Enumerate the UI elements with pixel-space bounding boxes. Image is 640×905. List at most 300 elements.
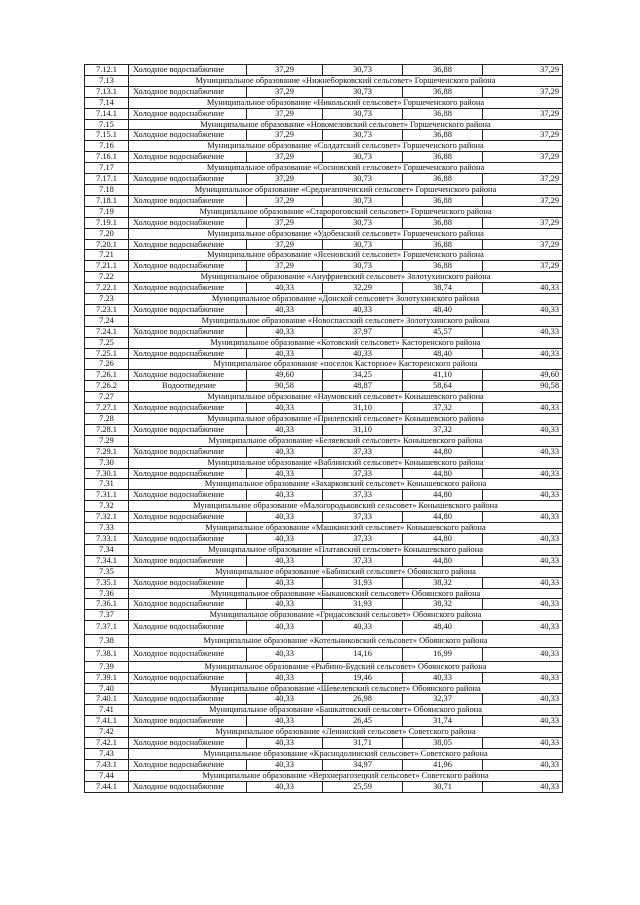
row-number: 7.42 xyxy=(85,727,129,738)
row-number: 7.31 xyxy=(85,479,129,490)
row-number: 7.12.1 xyxy=(85,65,129,76)
row-number: 7.34.1 xyxy=(85,555,129,566)
tariff-value-2: 26,98 xyxy=(323,694,403,705)
row-number: 7.13.1 xyxy=(85,86,129,97)
row-number: 7.29.1 xyxy=(85,446,129,457)
row-number: 7.25.1 xyxy=(85,348,129,359)
tariff-value-3: 48,40 xyxy=(403,621,483,635)
municipality-header-row xyxy=(85,566,563,577)
tariff-value-3: 44,80 xyxy=(403,533,483,544)
municipality-header-row xyxy=(85,97,563,108)
tariff-value-3: 48,40 xyxy=(403,304,483,315)
municipality-header-row xyxy=(85,294,563,305)
row-number: 7.30.1 xyxy=(85,468,129,479)
tariff-value-4: 37,29 xyxy=(483,152,563,163)
service-name: Холодное водоснабжение xyxy=(129,468,247,479)
tariff-row xyxy=(85,381,563,392)
tariff-value-3: 44,80 xyxy=(403,555,483,566)
tariff-value-3: 44,80 xyxy=(403,512,483,523)
tariff-row xyxy=(85,446,563,457)
tariff-value-1: 37,29 xyxy=(247,65,323,76)
municipality-header-row xyxy=(85,141,563,152)
tariff-value-2: 31,10 xyxy=(323,424,403,435)
municipality-name: Муниципальное образование «Рыбино-Будский сельсовет» Обоянского района xyxy=(129,661,563,672)
tariff-row xyxy=(85,239,563,250)
service-name: Холодное водоснабжение xyxy=(129,716,247,727)
tariff-value-3: 44,80 xyxy=(403,468,483,479)
tariff-value-1: 40,33 xyxy=(247,672,323,683)
tariff-value-2: 30,73 xyxy=(323,217,403,228)
row-number: 7.19.1 xyxy=(85,217,129,228)
tariff-value-1: 40,33 xyxy=(247,577,323,588)
tariff-value-2: 32,29 xyxy=(323,283,403,294)
tariff-value-2: 30,73 xyxy=(323,152,403,163)
row-number: 7.36.1 xyxy=(85,599,129,610)
tariff-value-3: 31,74 xyxy=(403,716,483,727)
service-name: Холодное водоснабжение xyxy=(129,108,247,119)
tariff-value-4: 37,29 xyxy=(483,86,563,97)
municipality-name: Муниципальное образование «Удобенский сельсовет» Горшеченского района xyxy=(129,228,563,239)
row-number: 7.16.1 xyxy=(85,152,129,163)
tariff-row xyxy=(85,217,563,228)
tariff-row xyxy=(85,599,563,610)
municipality-name: Муниципальное образование «поселок Касторное» Касторенского района xyxy=(129,359,563,370)
row-number: 7.26 xyxy=(85,359,129,370)
service-name: Холодное водоснабжение xyxy=(129,648,247,662)
tariff-value-1: 40,33 xyxy=(247,694,323,705)
municipality-header-row xyxy=(85,727,563,738)
tariff-value-1: 40,33 xyxy=(247,403,323,414)
tariff-value-4: 40,33 xyxy=(483,468,563,479)
municipality-name: Муниципальное образование «Гридасовский сельсовет» Обоянского района xyxy=(129,610,563,621)
service-name: Холодное водоснабжение xyxy=(129,738,247,749)
tariff-value-1: 37,29 xyxy=(247,174,323,185)
tariff-value-3: 45,57 xyxy=(403,326,483,337)
tariff-value-1: 40,33 xyxy=(247,738,323,749)
tariff-row xyxy=(85,533,563,544)
row-number: 7.19 xyxy=(85,206,129,217)
tariff-value-3: 36,88 xyxy=(403,86,483,97)
row-number: 7.32 xyxy=(85,501,129,512)
municipality-header-row xyxy=(85,748,563,759)
row-number: 7.43 xyxy=(85,748,129,759)
tariff-value-2: 40,33 xyxy=(323,348,403,359)
municipality-name: Муниципальное образование «Среднеапоченский сельсовет» Горшеченского района xyxy=(129,184,563,195)
municipality-name: Муниципальное образование «Краснодолинский сельсовет» Советского района xyxy=(129,748,563,759)
tariff-value-3: 44,80 xyxy=(403,490,483,501)
municipality-name: Муниципальное образование «Шевелевский сельсовет» Обоянского района xyxy=(129,683,563,694)
tariff-value-4: 40,33 xyxy=(483,621,563,635)
tariff-value-1: 37,29 xyxy=(247,152,323,163)
tariff-row xyxy=(85,648,563,662)
tariff-value-1: 37,29 xyxy=(247,261,323,272)
municipality-header-row xyxy=(85,163,563,174)
municipality-header-row xyxy=(85,544,563,555)
row-number: 7.40.1 xyxy=(85,694,129,705)
tariff-value-1: 40,33 xyxy=(247,716,323,727)
tariff-row xyxy=(85,512,563,523)
row-number: 7.31.1 xyxy=(85,490,129,501)
tariff-value-3: 36,88 xyxy=(403,261,483,272)
tariff-value-2: 31,71 xyxy=(323,738,403,749)
tariff-row xyxy=(85,108,563,119)
row-number: 7.17 xyxy=(85,163,129,174)
row-number: 7.34 xyxy=(85,544,129,555)
tariff-value-2: 37,33 xyxy=(323,512,403,523)
row-number: 7.24.1 xyxy=(85,326,129,337)
tariff-value-2: 40,33 xyxy=(323,621,403,635)
tariff-value-4: 40,33 xyxy=(483,648,563,662)
service-name: Холодное водоснабжение xyxy=(129,403,247,414)
municipality-name: Муниципальное образование «Верхнерагозецкий сельсовет» Советского района xyxy=(129,770,563,781)
municipality-name: Муниципальное образование «Сосновский сельсовет» Горшеченского района xyxy=(129,163,563,174)
tariff-value-4: 37,29 xyxy=(483,108,563,119)
row-number: 7.28 xyxy=(85,414,129,425)
tariff-value-2: 37,33 xyxy=(323,490,403,501)
row-number: 7.27.1 xyxy=(85,403,129,414)
tariff-value-2: 31,93 xyxy=(323,599,403,610)
tariff-row xyxy=(85,152,563,163)
row-number: 7.42.1 xyxy=(85,738,129,749)
municipality-name: Муниципальное образование «Ануфриевский сельсовет» Золотухинского района xyxy=(129,272,563,283)
tariff-value-4: 37,29 xyxy=(483,261,563,272)
tariff-value-2: 26,45 xyxy=(323,716,403,727)
tariff-value-4: 40,33 xyxy=(483,424,563,435)
tariff-value-4: 37,29 xyxy=(483,239,563,250)
row-number: 7.22 xyxy=(85,272,129,283)
tariff-value-4: 40,33 xyxy=(483,304,563,315)
tariff-value-3: 36,88 xyxy=(403,195,483,206)
service-name: Холодное водоснабжение xyxy=(129,261,247,272)
row-number: 7.21 xyxy=(85,250,129,261)
tariff-row xyxy=(85,577,563,588)
tariff-row xyxy=(85,621,563,635)
row-number: 7.15 xyxy=(85,119,129,130)
service-name: Холодное водоснабжение xyxy=(129,65,247,76)
row-number: 7.40 xyxy=(85,683,129,694)
tariff-value-3: 37,32 xyxy=(403,424,483,435)
tariff-value-2: 37,33 xyxy=(323,533,403,544)
tariff-value-2: 31,93 xyxy=(323,577,403,588)
tariff-value-4: 40,33 xyxy=(483,403,563,414)
service-name: Холодное водоснабжение xyxy=(129,239,247,250)
tariff-value-4: 40,33 xyxy=(483,716,563,727)
tariff-table xyxy=(84,64,563,793)
tariff-value-4: 90,58 xyxy=(483,381,563,392)
row-number: 7.24 xyxy=(85,315,129,326)
tariff-value-4: 37,29 xyxy=(483,174,563,185)
tariff-value-1: 40,33 xyxy=(247,648,323,662)
row-number: 7.41 xyxy=(85,705,129,716)
row-number: 7.20 xyxy=(85,228,129,239)
tariff-value-3: 16,99 xyxy=(403,648,483,662)
service-name: Холодное водоснабжение xyxy=(129,621,247,635)
row-number: 7.18.1 xyxy=(85,195,129,206)
tariff-row xyxy=(85,468,563,479)
tariff-value-3: 41,10 xyxy=(403,370,483,381)
municipality-header-row xyxy=(85,119,563,130)
tariff-value-4: 40,33 xyxy=(483,555,563,566)
tariff-row xyxy=(85,694,563,705)
row-number: 7.20.1 xyxy=(85,239,129,250)
row-number: 7.27 xyxy=(85,392,129,403)
tariff-value-1: 40,33 xyxy=(247,555,323,566)
row-number: 7.26.1 xyxy=(85,370,129,381)
tariff-value-3: 36,88 xyxy=(403,130,483,141)
tariff-value-3: 48,40 xyxy=(403,348,483,359)
row-number: 7.16 xyxy=(85,141,129,152)
tariff-value-3: 44,80 xyxy=(403,446,483,457)
tariff-value-1: 90,58 xyxy=(247,381,323,392)
municipality-name: Муниципальное образование «Быкановский сельсовет» Обоянского района xyxy=(129,588,563,599)
municipality-name: Муниципальное образование «Машкинский сельсовет» Конышевского района xyxy=(129,523,563,534)
service-name: Холодное водоснабжение xyxy=(129,217,247,228)
municipality-header-row xyxy=(85,661,563,672)
tariff-value-1: 37,29 xyxy=(247,86,323,97)
tariff-value-4: 40,33 xyxy=(483,512,563,523)
service-name: Холодное водоснабжение xyxy=(129,370,247,381)
service-name: Холодное водоснабжение xyxy=(129,446,247,457)
service-name: Холодное водоснабжение xyxy=(129,152,247,163)
municipality-name: Муниципальное образование «Башкатовский сельсовет» Обоянского района xyxy=(129,705,563,716)
row-number: 7.37 xyxy=(85,610,129,621)
row-number: 7.15.1 xyxy=(85,130,129,141)
tariff-value-2: 30,73 xyxy=(323,195,403,206)
service-name: Холодное водоснабжение xyxy=(129,174,247,185)
tariff-value-1: 40,33 xyxy=(247,533,323,544)
row-number: 7.33 xyxy=(85,523,129,534)
row-number: 7.26.2 xyxy=(85,381,129,392)
row-number: 7.21.1 xyxy=(85,261,129,272)
tariff-value-4: 37,29 xyxy=(483,217,563,228)
municipality-name: Муниципальное образование «Захарковский сельсовет» Конышевского района xyxy=(129,479,563,490)
municipality-name: Муниципальное образование «Прилепский сельсовет» Конышевского района xyxy=(129,414,563,425)
tariff-value-1: 40,33 xyxy=(247,446,323,457)
service-name: Холодное водоснабжение xyxy=(129,577,247,588)
municipality-name: Муниципальное образование «Нижнеборковский сельсовет» Горшеченского района xyxy=(129,75,563,86)
tariff-row xyxy=(85,738,563,749)
tariff-value-3: 36,88 xyxy=(403,239,483,250)
row-number: 7.14.1 xyxy=(85,108,129,119)
row-number: 7.44.1 xyxy=(85,781,129,792)
tariff-value-1: 37,29 xyxy=(247,108,323,119)
tariff-value-1: 37,29 xyxy=(247,239,323,250)
tariff-row xyxy=(85,174,563,185)
municipality-header-row xyxy=(85,588,563,599)
tariff-value-2: 31,10 xyxy=(323,403,403,414)
municipality-header-row xyxy=(85,610,563,621)
tariff-row xyxy=(85,716,563,727)
municipality-header-row xyxy=(85,337,563,348)
row-number: 7.39.1 xyxy=(85,672,129,683)
municipality-name: Муниципальное образование «Солдатский сельсовет» Горшеченского района xyxy=(129,141,563,152)
municipality-name: Муниципальное образование «Старороговский сельсовет» Горшеченского района xyxy=(129,206,563,217)
municipality-name: Муниципальное образование «Малогородьковский сельсовет» Конышевского района xyxy=(129,501,563,512)
tariff-value-1: 40,33 xyxy=(247,759,323,770)
tariff-row xyxy=(85,130,563,141)
tariff-value-3: 36,88 xyxy=(403,174,483,185)
row-number: 7.39 xyxy=(85,661,129,672)
municipality-header-row xyxy=(85,770,563,781)
municipality-name: Муниципальное образование «Никольский сельсовет» Горшеченского района xyxy=(129,97,563,108)
row-number: 7.18 xyxy=(85,184,129,195)
row-number: 7.38 xyxy=(85,634,129,648)
row-number: 7.35.1 xyxy=(85,577,129,588)
tariff-row xyxy=(85,759,563,770)
row-number: 7.35 xyxy=(85,566,129,577)
service-name: Холодное водоснабжение xyxy=(129,490,247,501)
tariff-value-1: 49,60 xyxy=(247,370,323,381)
row-number: 7.13 xyxy=(85,75,129,86)
service-name: Холодное водоснабжение xyxy=(129,533,247,544)
municipality-header-row xyxy=(85,479,563,490)
row-number: 7.32.1 xyxy=(85,512,129,523)
municipality-name: Муниципальное образование «Беляевский сельсовет» Конышевского района xyxy=(129,435,563,446)
tariff-row xyxy=(85,261,563,272)
service-name: Холодное водоснабжение xyxy=(129,86,247,97)
tariff-value-4: 40,33 xyxy=(483,490,563,501)
tariff-value-4: 40,33 xyxy=(483,672,563,683)
tariff-value-3: 32,37 xyxy=(403,694,483,705)
tariff-value-1: 40,33 xyxy=(247,490,323,501)
tariff-value-2: 30,73 xyxy=(323,108,403,119)
municipality-name: Муниципальное образование «Донской сельсовет» Золотухинского района xyxy=(129,294,563,305)
tariff-value-3: 36,88 xyxy=(403,152,483,163)
row-number: 7.29 xyxy=(85,435,129,446)
tariff-value-3: 38,74 xyxy=(403,283,483,294)
tariff-value-3: 58,64 xyxy=(403,381,483,392)
row-number: 7.36 xyxy=(85,588,129,599)
tariff-value-2: 30,73 xyxy=(323,130,403,141)
municipality-header-row xyxy=(85,206,563,217)
tariff-row xyxy=(85,555,563,566)
tariff-row xyxy=(85,283,563,294)
tariff-value-3: 41,96 xyxy=(403,759,483,770)
tariff-value-4: 40,33 xyxy=(483,759,563,770)
tariff-value-2: 30,73 xyxy=(323,174,403,185)
tariff-value-2: 34,97 xyxy=(323,759,403,770)
municipality-name: Муниципальное образование «Ваблинский сельсовет» Конышевского района xyxy=(129,457,563,468)
municipality-name: Муниципальное образование «Наумовский сельсовет» Конышевского района xyxy=(129,392,563,403)
tariff-value-3: 38,32 xyxy=(403,599,483,610)
municipality-name: Муниципальное образование «Ленинский сельсовет» Советского района xyxy=(129,727,563,738)
municipality-header-row xyxy=(85,250,563,261)
tariff-value-2: 37,97 xyxy=(323,326,403,337)
municipality-name: Муниципальное образование «Бабинский сельсовет» Обоянского района xyxy=(129,566,563,577)
municipality-header-row xyxy=(85,228,563,239)
tariff-value-4: 40,33 xyxy=(483,326,563,337)
tariff-value-2: 37,33 xyxy=(323,468,403,479)
tariff-value-1: 40,33 xyxy=(247,326,323,337)
tariff-value-2: 40,33 xyxy=(323,304,403,315)
tariff-value-1: 40,33 xyxy=(247,599,323,610)
row-number: 7.23 xyxy=(85,294,129,305)
tariff-row xyxy=(85,304,563,315)
row-number: 7.22.1 xyxy=(85,283,129,294)
tariff-value-4: 37,29 xyxy=(483,130,563,141)
tariff-value-2: 30,73 xyxy=(323,261,403,272)
service-name: Холодное водоснабжение xyxy=(129,283,247,294)
tariff-value-1: 37,29 xyxy=(247,217,323,228)
service-name: Холодное водоснабжение xyxy=(129,781,247,792)
tariff-value-4: 40,33 xyxy=(483,446,563,457)
tariff-value-1: 37,29 xyxy=(247,130,323,141)
service-name: Холодное водоснабжение xyxy=(129,326,247,337)
row-number: 7.14 xyxy=(85,97,129,108)
tariff-value-4: 40,33 xyxy=(483,738,563,749)
municipality-header-row xyxy=(85,501,563,512)
service-name: Холодное водоснабжение xyxy=(129,672,247,683)
tariff-value-3: 36,88 xyxy=(403,108,483,119)
tariff-value-4: 40,33 xyxy=(483,577,563,588)
row-number: 7.28.1 xyxy=(85,424,129,435)
tariff-row xyxy=(85,424,563,435)
row-number: 7.37.1 xyxy=(85,621,129,635)
row-number: 7.23.1 xyxy=(85,304,129,315)
municipality-header-row xyxy=(85,457,563,468)
municipality-header-row xyxy=(85,705,563,716)
service-name: Холодное водоснабжение xyxy=(129,694,247,705)
row-number: 7.44 xyxy=(85,770,129,781)
tariff-value-2: 30,73 xyxy=(323,86,403,97)
tariff-value-4: 40,33 xyxy=(483,533,563,544)
municipality-name: Муниципальное образование «Новомеловский сельсовет» Горшеченского района xyxy=(129,119,563,130)
row-number: 7.38.1 xyxy=(85,648,129,662)
municipality-name: Муниципальное образование «Платавский сельсовет» Конышевского района xyxy=(129,544,563,555)
tariff-value-4: 40,33 xyxy=(483,781,563,792)
tariff-value-1: 40,33 xyxy=(247,621,323,635)
tariff-value-2: 30,73 xyxy=(323,65,403,76)
service-name: Холодное водоснабжение xyxy=(129,424,247,435)
service-name: Водоотведение xyxy=(129,381,247,392)
municipality-header-row xyxy=(85,75,563,86)
municipality-header-row xyxy=(85,315,563,326)
municipality-header-row xyxy=(85,683,563,694)
municipality-header-row xyxy=(85,392,563,403)
tariff-value-1: 40,33 xyxy=(247,283,323,294)
tariff-value-2: 34,25 xyxy=(323,370,403,381)
tariff-value-1: 40,33 xyxy=(247,468,323,479)
tariff-value-2: 14,16 xyxy=(323,648,403,662)
tariff-row xyxy=(85,781,563,792)
municipality-name: Муниципальное образование «Новоспасский сельсовет» Золотухинского района xyxy=(129,315,563,326)
tariff-row xyxy=(85,195,563,206)
tariff-value-1: 40,33 xyxy=(247,348,323,359)
municipality-name: Муниципальное образование «Ясеновский сельсовет» Горшеченского района xyxy=(129,250,563,261)
municipality-header-row xyxy=(85,184,563,195)
tariff-value-2: 25,59 xyxy=(323,781,403,792)
tariff-row xyxy=(85,672,563,683)
municipality-header-row xyxy=(85,523,563,534)
tariff-value-1: 37,29 xyxy=(247,195,323,206)
tariff-value-1: 40,33 xyxy=(247,304,323,315)
tariff-row xyxy=(85,65,563,76)
service-name: Холодное водоснабжение xyxy=(129,555,247,566)
municipality-header-row xyxy=(85,359,563,370)
tariff-value-2: 48,87 xyxy=(323,381,403,392)
tariff-row xyxy=(85,326,563,337)
tariff-row xyxy=(85,348,563,359)
row-number: 7.41.1 xyxy=(85,716,129,727)
tariff-table-body xyxy=(85,65,563,793)
row-number: 7.33.1 xyxy=(85,533,129,544)
tariff-value-2: 30,73 xyxy=(323,239,403,250)
service-name: Холодное водоснабжение xyxy=(129,130,247,141)
tariff-value-3: 37,32 xyxy=(403,403,483,414)
tariff-value-2: 37,33 xyxy=(323,446,403,457)
municipality-header-row xyxy=(85,634,563,648)
tariff-row xyxy=(85,86,563,97)
